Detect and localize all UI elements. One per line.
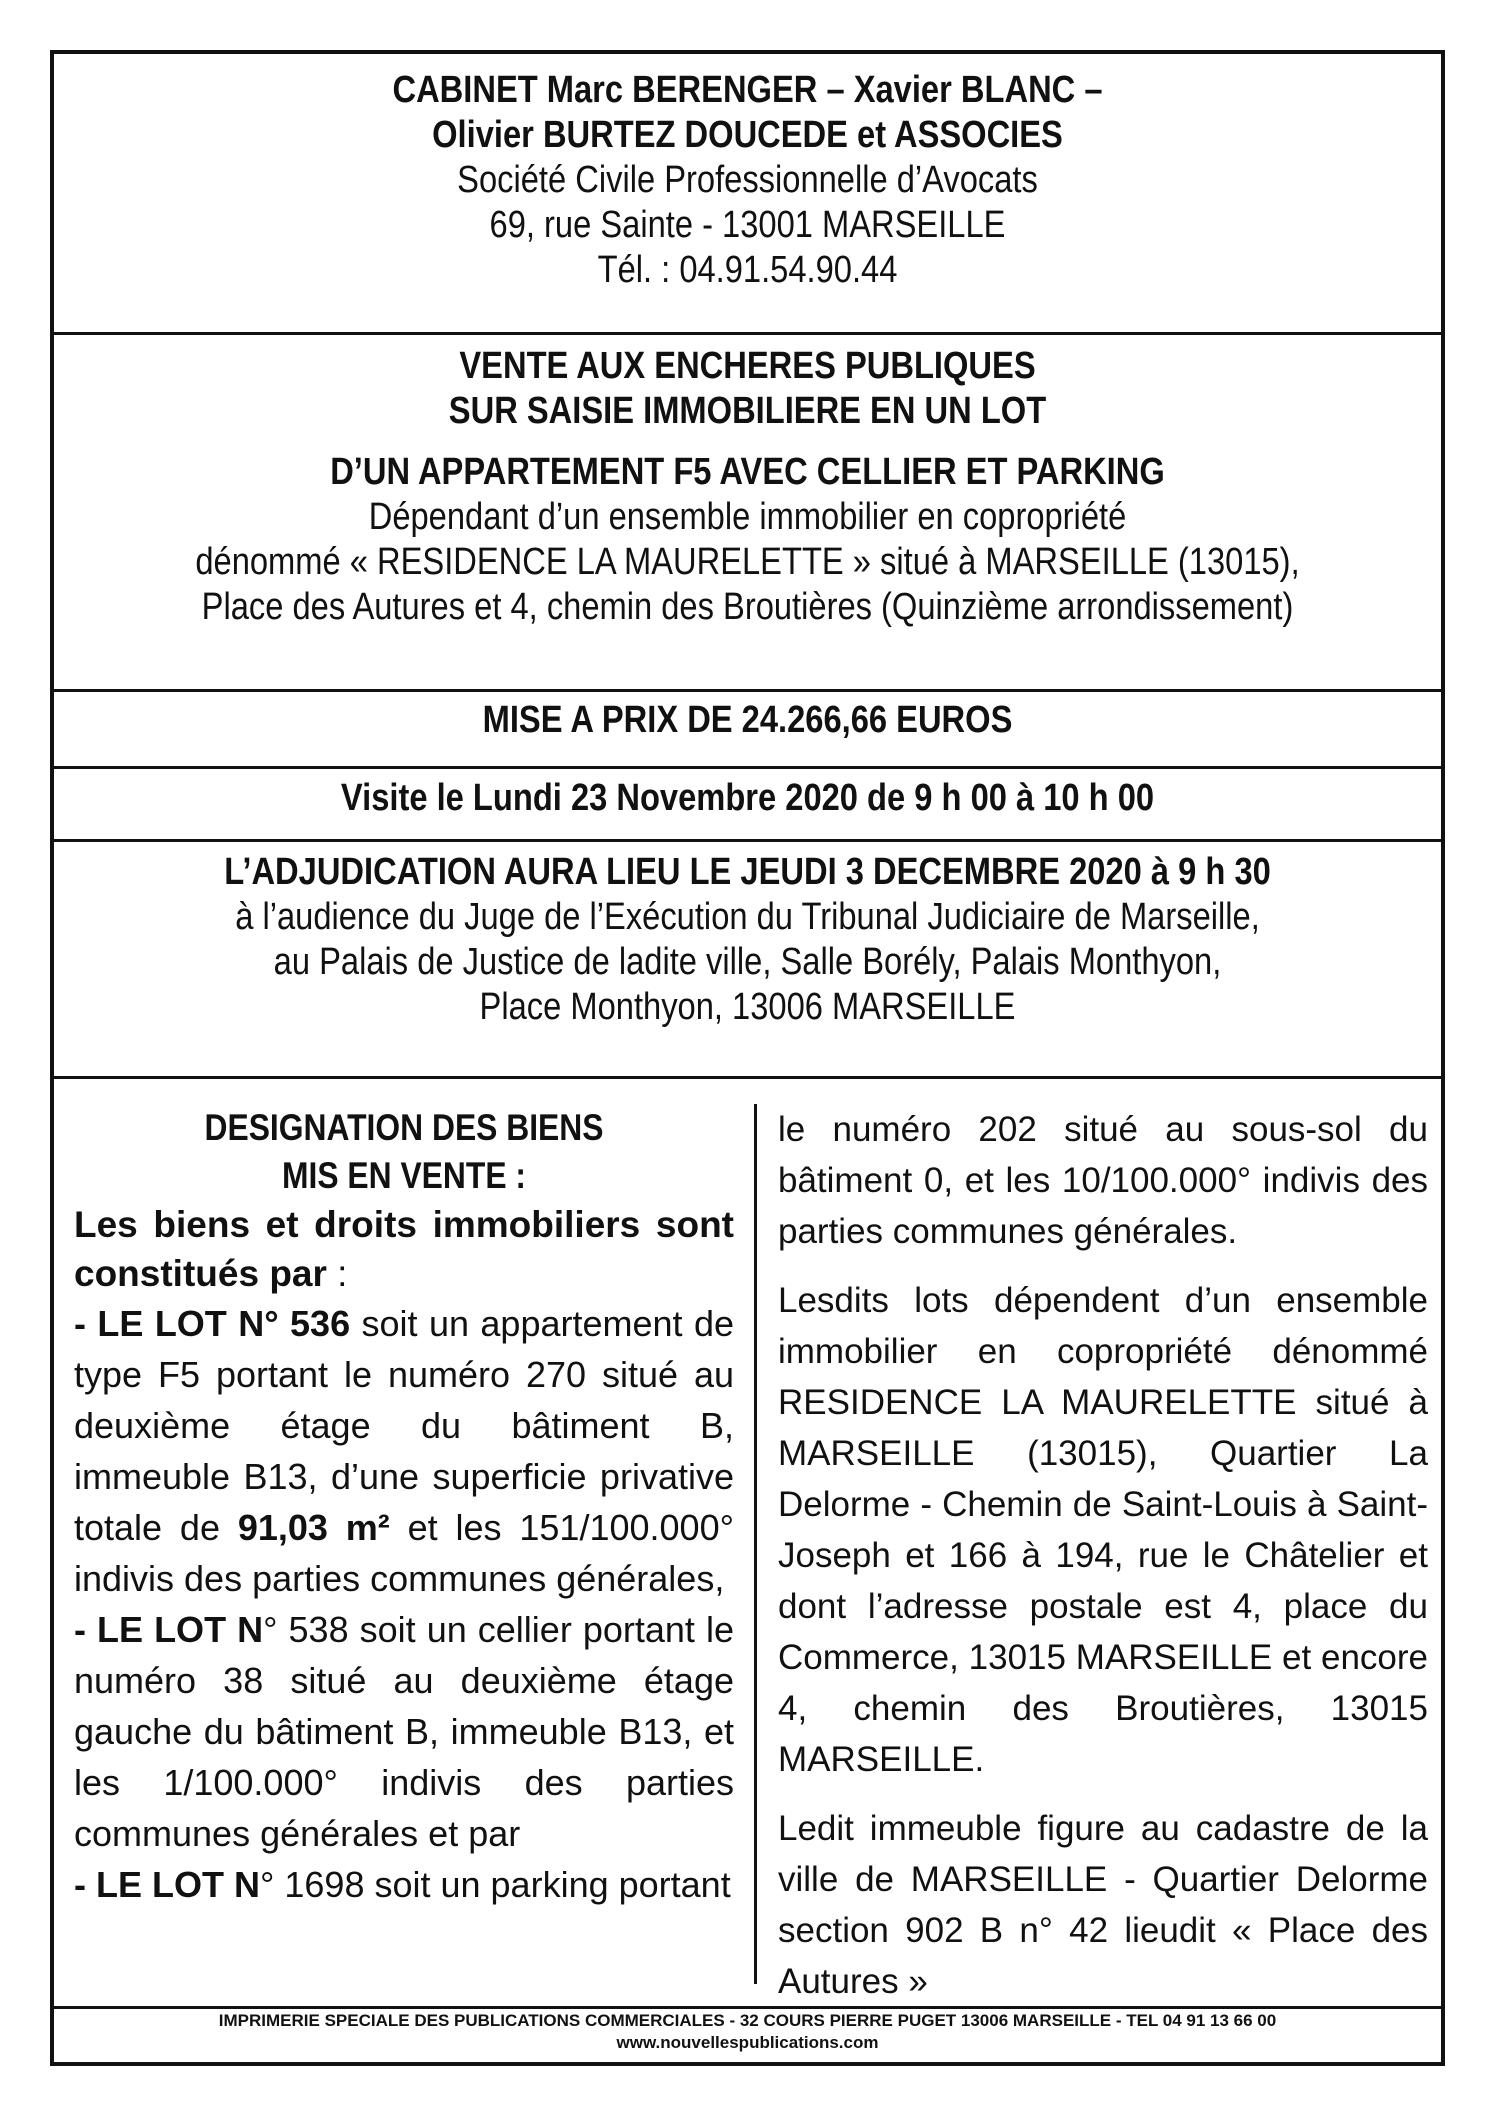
lot-538-label: - LE LOT N	[74, 1609, 264, 1650]
auction-title: L’ADJUDICATION AURA LIEU LE JEUDI 3 DECEMBRE 2020 à 9 h 30	[224, 851, 1271, 893]
firm-header	[54, 68, 1441, 293]
divider	[54, 766, 1441, 769]
lot-536	[74, 1298, 734, 1604]
firm-name-line1: CABINET Marc BERENGER – Xavier BLANC –	[392, 69, 1103, 111]
sale-subject: D’UN APPARTEMENT F5 AVEC CELLIER ET PARKING	[330, 451, 1165, 493]
starting-price: MISE A PRIX DE 24.266,66 EUROS	[482, 699, 1013, 741]
auction-line3: Place Monthyon, 13006 MARSEILLE	[479, 986, 1016, 1028]
designation-heading	[74, 1104, 734, 1200]
designation-right-column	[778, 1104, 1428, 2025]
visit-date: Visite le Lundi 23 Novembre 2020 de 9 h 00 à 10 h 00	[340, 777, 1155, 819]
column-separator	[754, 1104, 757, 1984]
divider	[54, 1076, 1441, 1079]
firm-type: Société Civile Professionnelle d’Avocats	[457, 159, 1038, 201]
lot-538	[74, 1604, 734, 1859]
designation-left-column	[74, 1104, 734, 1910]
lot-1698-text: ° 1698 soit un parking portant	[259, 1864, 731, 1905]
printer-website[interactable]: www.nouvellespublications.com	[616, 2033, 879, 2052]
right-paragraph-2: Lesdits lots dépendent d’un ensemble immobilier en copropriété dénommé RESIDENCE LA MAURELETTE situé à MARSEILLE (13015), Quartier La Delorme - Chemin de Saint-Louis à Saint-Joseph et 166 à 194, rue le Châtelier et dont l’adresse postale est 4, place du Commerce, 13015 MARSEILLE et encore 4, chemin des Broutières, 13015 MARSEILLE.	[778, 1281, 1428, 1779]
lot-536-text-a: soit un appartement de type F5 portant le numéro 270 situé au deuxième étage du bâtiment B, immeuble B13, d’une superficie privative totale de	[74, 1303, 734, 1548]
divider	[54, 332, 1441, 335]
designation-heading-line1: DESIGNATION DES BIENS	[204, 1107, 604, 1148]
sale-desc-line2: dénommé « RESIDENCE LA MAURELETTE » situé à MARSEILLE (13015),	[195, 541, 1300, 583]
sale-title-line1: VENTE AUX ENCHERES PUBLIQUES	[459, 345, 1036, 387]
firm-address: 69, rue Sainte - 13001 MARSEILLE	[489, 204, 1006, 246]
printer-info: IMPRIMERIE SPECIALE DES PUBLICATIONS COMMERCIALES - 32 COURS PIERRE PUGET 13006 MARSEILLE - TEL 04 91 13 66 00	[218, 2011, 1277, 2030]
divider	[54, 689, 1441, 692]
lot-1698-label: - LE LOT N	[74, 1864, 260, 1905]
lot-536-label: - LE LOT N° 536	[74, 1303, 351, 1344]
lot-538-text: ° 538 soit un cellier portant le numéro 38 situé au deuxième étage gauche du bâtiment B, immeuble B13, et les 1/100.000° indivis des parties communes générales et par	[74, 1609, 734, 1854]
firm-name-line2: Olivier BURTEZ DOUCEDE et ASSOCIES	[432, 114, 1063, 156]
designation-intro	[74, 1200, 734, 1298]
lot-536-area: 91,03 m²	[237, 1507, 390, 1548]
designation-intro-tail: :	[326, 1253, 348, 1294]
lot-1698	[74, 1859, 734, 1910]
auction-line2: au Palais de Justice de ladite ville, Salle Borély, Palais Monthyon,	[273, 941, 1222, 983]
visit-section	[54, 776, 1441, 821]
auction-section	[54, 850, 1441, 1030]
right-paragraph-3: Ledit immeuble figure au cadastre de la ville de MARSEILLE - Quartier Delorme section 902 B n° 42 lieudit « Place des Autures »	[778, 1809, 1428, 2001]
divider	[54, 2006, 1441, 2009]
designation-heading-line2: MIS EN VENTE :	[282, 1155, 526, 1196]
printer-footer	[54, 2010, 1441, 2054]
notice-frame	[50, 50, 1445, 2066]
sale-desc-line3: Place des Autures et 4, chemin des Broutières (Quinzième arrondissement)	[201, 586, 1294, 628]
sale-desc-line1: Dépendant d’un ensemble immobilier en copropriété	[368, 496, 1127, 538]
divider	[54, 839, 1441, 842]
lot-536-text-b: et les 151/100.000° indivis des parties communes générales,	[74, 1507, 734, 1599]
sale-title-line2: SUR SAISIE IMMOBILIERE EN UN LOT	[448, 390, 1047, 432]
designation-intro-bold: Les biens et droits immobiliers sont constitués par	[74, 1204, 734, 1294]
firm-phone: Tél. : 04.91.54.90.44	[597, 249, 898, 291]
right-paragraph-1: le numéro 202 situé au sous-sol du bâtiment 0, et les 10/100.000° indivis des parties communes générales.	[778, 1110, 1428, 1251]
price-section	[54, 698, 1441, 743]
auction-line1: à l’audience du Juge de l’Exécution du Tribunal Judiciaire de Marseille,	[235, 896, 1260, 938]
sale-section	[54, 344, 1441, 630]
